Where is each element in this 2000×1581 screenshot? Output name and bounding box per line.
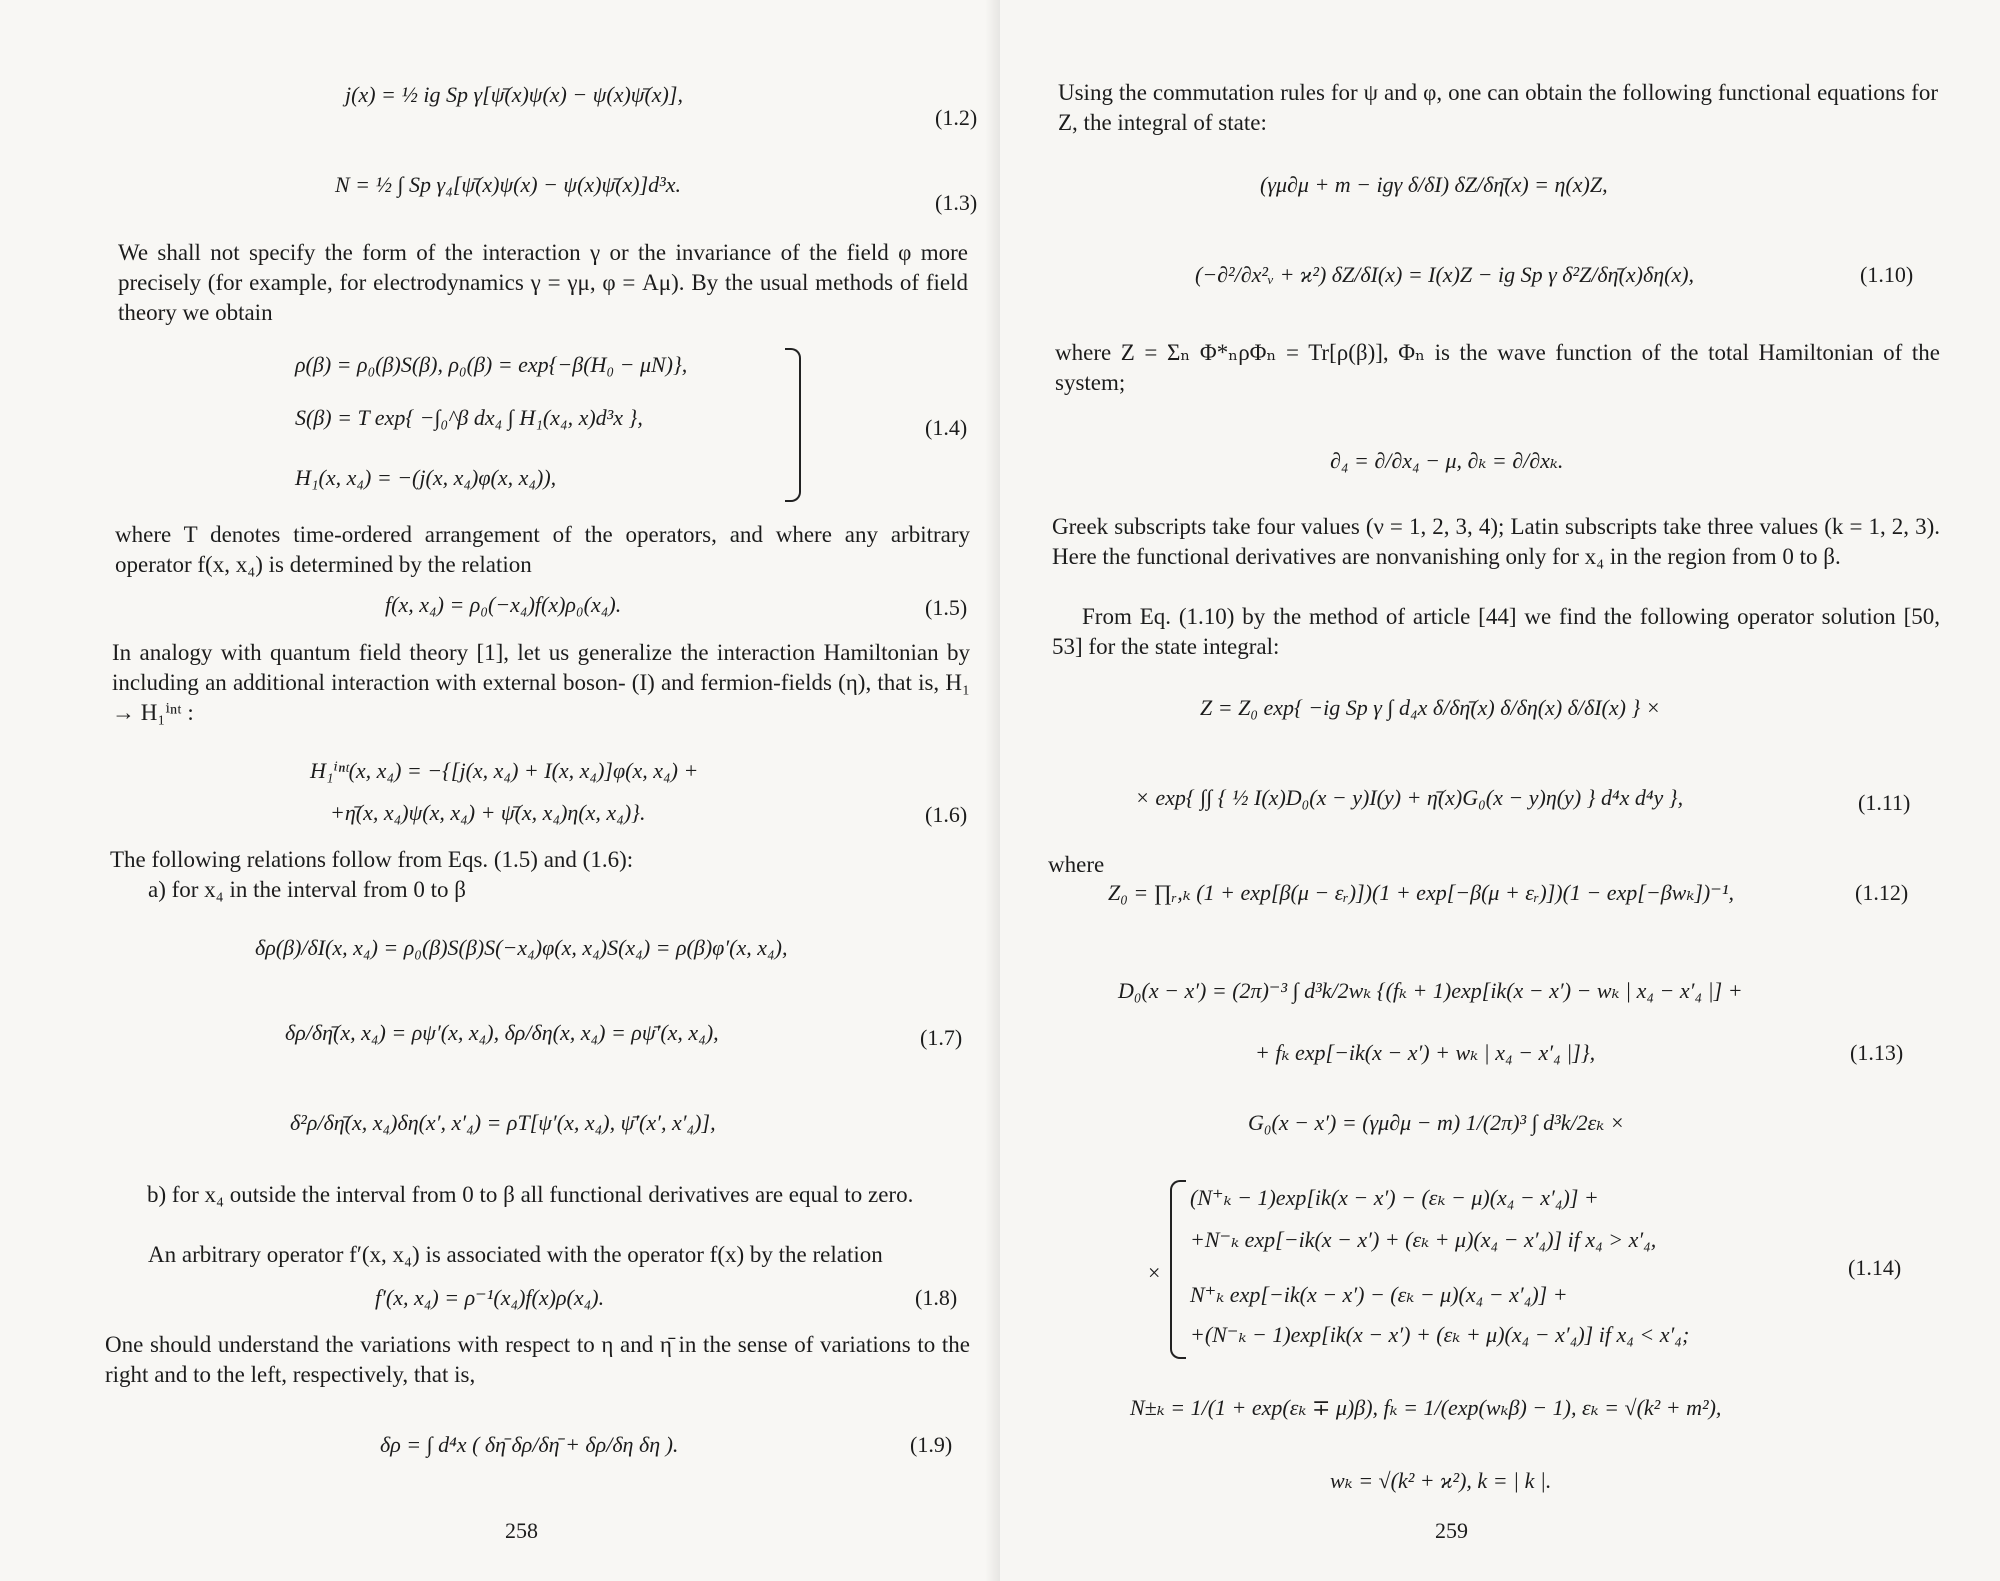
page-number: 258 [505, 1518, 538, 1543]
equation-1-13-line: D₀(x − x′) = (2π)⁻³ ∫ d³k/2wₖ {(fₖ + 1)exp[ik(x − x′) − wₖ | x₄ − x′₄ |] + [1118, 978, 1743, 1003]
paragraph: The following relations follow from Eqs. (1.5) and (1.6): [110, 847, 634, 872]
equation-number: (1.13) [1850, 1040, 1904, 1065]
equation-1-14-line: G₀(x − x′) = (γμ∂μ − m) 1/(2π)³ ∫ d³k/2εₖ × [1248, 1110, 1625, 1135]
paragraph: b) for x₄ outside the interval from 0 to β all functional derivatives are equal to zero. [147, 1182, 914, 1207]
equation-number: (1.6) [925, 802, 968, 827]
equation-number: (1.4) [925, 415, 968, 440]
equation-1-9: δρ = ∫ d⁴x ( δη̄ δρ/δη̄ + δρ/δη δη ). [380, 1432, 679, 1457]
times-sign: × [1148, 1260, 1161, 1285]
equation-1-8: f′(x, x₄) = ρ⁻¹(x₄)f(x)ρ(x₄). [375, 1285, 605, 1310]
paragraph: An arbitrary operator f′(x, x₄) is associated with the operator f(x) by the relation [148, 1242, 883, 1267]
equation-number: (1.2) [935, 105, 978, 130]
equation-1-4-line: H₁(x, x₄) = −(j(x, x₄)φ(x, x₄)), [295, 465, 557, 490]
equation-1-14-line: N⁺ₖ exp[−ik(x − x′) − (εₖ − μ)(x₄ − x′₄)] + [1190, 1282, 1568, 1307]
right-brace [785, 348, 801, 502]
equation-1-14-line: +(N⁻ₖ − 1)exp[ik(x − x′) + (εₖ + μ)(x₄ − x′₄)] if x₄ < x′₄; [1190, 1322, 1690, 1347]
equation-number: (1.12) [1855, 880, 1909, 905]
equation-1-3: N = ½ ∫ Sp γ₄[ψ̄(x)ψ(x) − ψ(x)ψ̄(x)]d³x. [335, 172, 682, 197]
equation-1-10-line: (γμ∂μ + m − igγ δ/δI) δZ/δη̄(x) = η(x)Z, [1260, 172, 1608, 197]
paragraph: where T denotes time-ordered arrangement of the operators, and where any arbitrary operator f(x, x₄) is determined by the relation [115, 522, 970, 577]
left-brace [1170, 1180, 1186, 1359]
equation-partials: ∂₄ = ∂/∂x₄ − μ, ∂ₖ = ∂/∂xₖ. [1330, 448, 1564, 473]
equation-1-7-line: δρ/δη̄(x, x₄) = ρψ′(x, x₄), δρ/δη(x, x₄) = ρψ̄′(x, x₄), [285, 1020, 719, 1045]
paragraph: Using the commutation rules for ψ and φ, one can obtain the following functional equations for Z, the integral of state: [1058, 80, 1938, 135]
paragraph: We shall not specify the form of the interaction γ or the invariance of the field φ more precisely (for example, for electrodynamics γ = γμ, φ = Aμ). By the usual methods of field theory we obtain [118, 240, 968, 325]
paragraph: a) for x₄ in the interval from 0 to β [148, 877, 466, 902]
equation-1-14-line: +N⁻ₖ exp[−ik(x − x′) + (εₖ + μ)(x₄ − x′₄)] if x₄ > x′₄, [1190, 1227, 1657, 1252]
equation-1-7-line: δ²ρ/δη̄(x, x₄)δη(x′, x′₄) = ρT[ψ′(x, x₄), ψ̄′(x′, x′₄)], [290, 1110, 716, 1135]
equation-1-10-line: (−∂²/∂x²ᵥ + ϰ²) δZ/δI(x) = I(x)Z − ig Sp γ δ²Z/δη̄(x)δη(x), [1195, 262, 1695, 287]
equation-1-5: f(x, x₄) = ρ₀(−x₄)f(x)ρ₀(x₄). [385, 592, 622, 617]
equation-1-4-line: ρ(β) = ρ₀(β)S(β), ρ₀(β) = exp{−β(H₀ − μN)}, [295, 352, 688, 377]
equation-1-4-line: S(β) = T exp{ −∫₀^β dx₄ ∫ H₁(x₄, x)d³x }, [295, 405, 643, 430]
equation-1-13-line: + fₖ exp[−ik(x − x′) + wₖ | x₄ − x′₄ |]}, [1255, 1040, 1596, 1065]
equation-1-12: Z₀ = ∏ᵣ,ₖ (1 + exp[β(μ − εᵣ)])(1 + exp[−β(μ + εᵣ)])(1 − exp[−βwₖ])⁻¹, [1108, 880, 1734, 905]
where-label: where [1048, 852, 1105, 877]
equation-1-14-line: (N⁺ₖ − 1)exp[ik(x − x′) − (εₖ − μ)(x₄ − x′₄)] + [1190, 1185, 1599, 1210]
equation-number: (1.11) [1858, 790, 1911, 815]
right-page [1000, 0, 2000, 1581]
equation-number: (1.5) [925, 595, 968, 620]
paragraph: Greek subscripts take four values (ν = 1, 2, 3, 4); Latin subscripts take three values (k = 1, 2, 3). Here the functional derivatives are nonvanishing only for x₄ in the region from 0 to β. [1052, 514, 1940, 569]
equation-number: (1.14) [1848, 1255, 1902, 1280]
paragraph: From Eq. (1.10) by the method of article [44] we find the following operator solution [50, 53] for the state integral: [1052, 604, 1940, 659]
equation-number: (1.3) [935, 190, 978, 215]
equation-1-2: j(x) = ½ ig Sp γ[ψ̄(x)ψ(x) − ψ(x)ψ̄(x)], [345, 82, 683, 107]
equation-1-6-line: +η̄(x, x₄)ψ(x, x₄) + ψ̄(x, x₄)η(x, x₄)}. [330, 800, 646, 825]
paragraph: where Z = Σₙ Φ*ₙρΦₙ = Tr[ρ(β)], Φₙ is the wave function of the total Hamiltonian of the system; [1055, 340, 1940, 395]
equation-number: (1.8) [915, 1285, 958, 1310]
equation-1-11-line: × exp{ ∫∫ { ½ I(x)D₀(x − y)I(y) + η̄(x)G₀(x − y)η(y) } d⁴x d⁴y }, [1135, 785, 1684, 810]
equation-definitions: N±ₖ = 1/(1 + exp(εₖ ∓ μ)β), fₖ = 1/(exp(wₖβ) − 1), εₖ = √(k² + m²), [1130, 1395, 1722, 1420]
equation-definitions: wₖ = √(k² + ϰ²), k = | k |. [1330, 1468, 1552, 1493]
paragraph: One should understand the variations with respect to η and η̄ in the sense of variations to the right and to the left, respectively, that is, [105, 1332, 970, 1387]
equation-number: (1.10) [1860, 262, 1914, 287]
equation-1-7-line: δρ(β)/δI(x, x₄) = ρ₀(β)S(β)S(−x₄)φ(x, x₄)S(x₄) = ρ(β)φ′(x, x₄), [255, 935, 788, 960]
equation-1-6-line: H₁ⁱⁿᵗ(x, x₄) = −{[j(x, x₄) + I(x, x₄)]φ(x, x₄) + [310, 758, 699, 783]
paragraph: In analogy with quantum field theory [1], let us generalize the interaction Hamiltonian by including an additional interaction with external boson- (I) and fermion-fields (η), that is, H₁ → H₁ⁱⁿᵗ : [112, 640, 970, 725]
equation-number: (1.7) [920, 1025, 963, 1050]
page-number: 259 [1435, 1518, 1468, 1543]
equation-1-11-line: Z = Z₀ exp{ −ig Sp γ ∫ d₄x δ/δη̄(x) δ/δη(x) δ/δI(x) } × [1200, 695, 1661, 720]
equation-number: (1.9) [910, 1432, 953, 1457]
